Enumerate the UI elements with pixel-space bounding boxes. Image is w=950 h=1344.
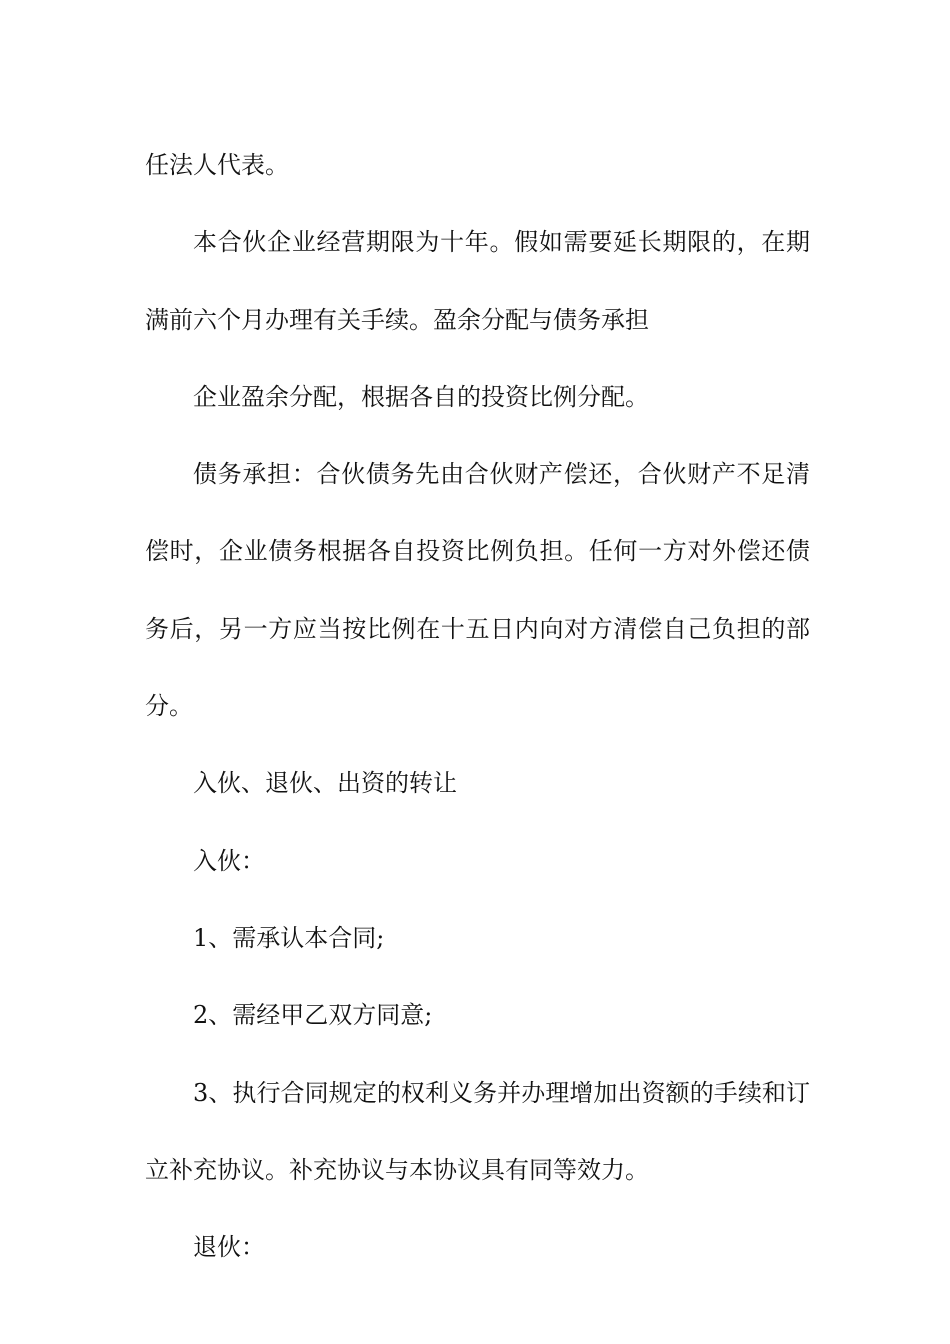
list-item-1: 1、需承认本合同; xyxy=(193,923,385,952)
section-heading-admission-withdrawal: 入伙、退伙、出资的转让 xyxy=(193,769,457,798)
paragraph-business-term: 本合伙企业经营期限为十年。假如需要延长期限的，在期满前六个月办理有关手续。盈余分配与债务承担 xyxy=(145,228,810,334)
paragraph-legal-representative: 任法人代表。 xyxy=(145,151,289,179)
paragraph-debt-bearing: 债务承担：合伙债务先由合伙财产偿还，合伙财产不足清偿时，企业债务根据各自投资比例负担。任何一方对外偿还债务后，另一方应当按比例在十五日内向对方清偿自己负担的部分。 xyxy=(145,460,810,721)
list-item-3: 3、执行合同规定的权利义务并办理增加出资额的手续和订立补充协议。补充协议与本协议具有同等效力。 xyxy=(145,1078,810,1184)
list-item-2: 2、需经甲乙双方同意; xyxy=(193,1001,433,1030)
document-body xyxy=(145,127,810,1286)
subheading-withdrawal: 退伙： xyxy=(193,1233,265,1262)
paragraph-profit-distribution: 企业盈余分配，根据各自的投资比例分配。 xyxy=(193,382,649,411)
subheading-admission: 入伙： xyxy=(193,846,265,875)
